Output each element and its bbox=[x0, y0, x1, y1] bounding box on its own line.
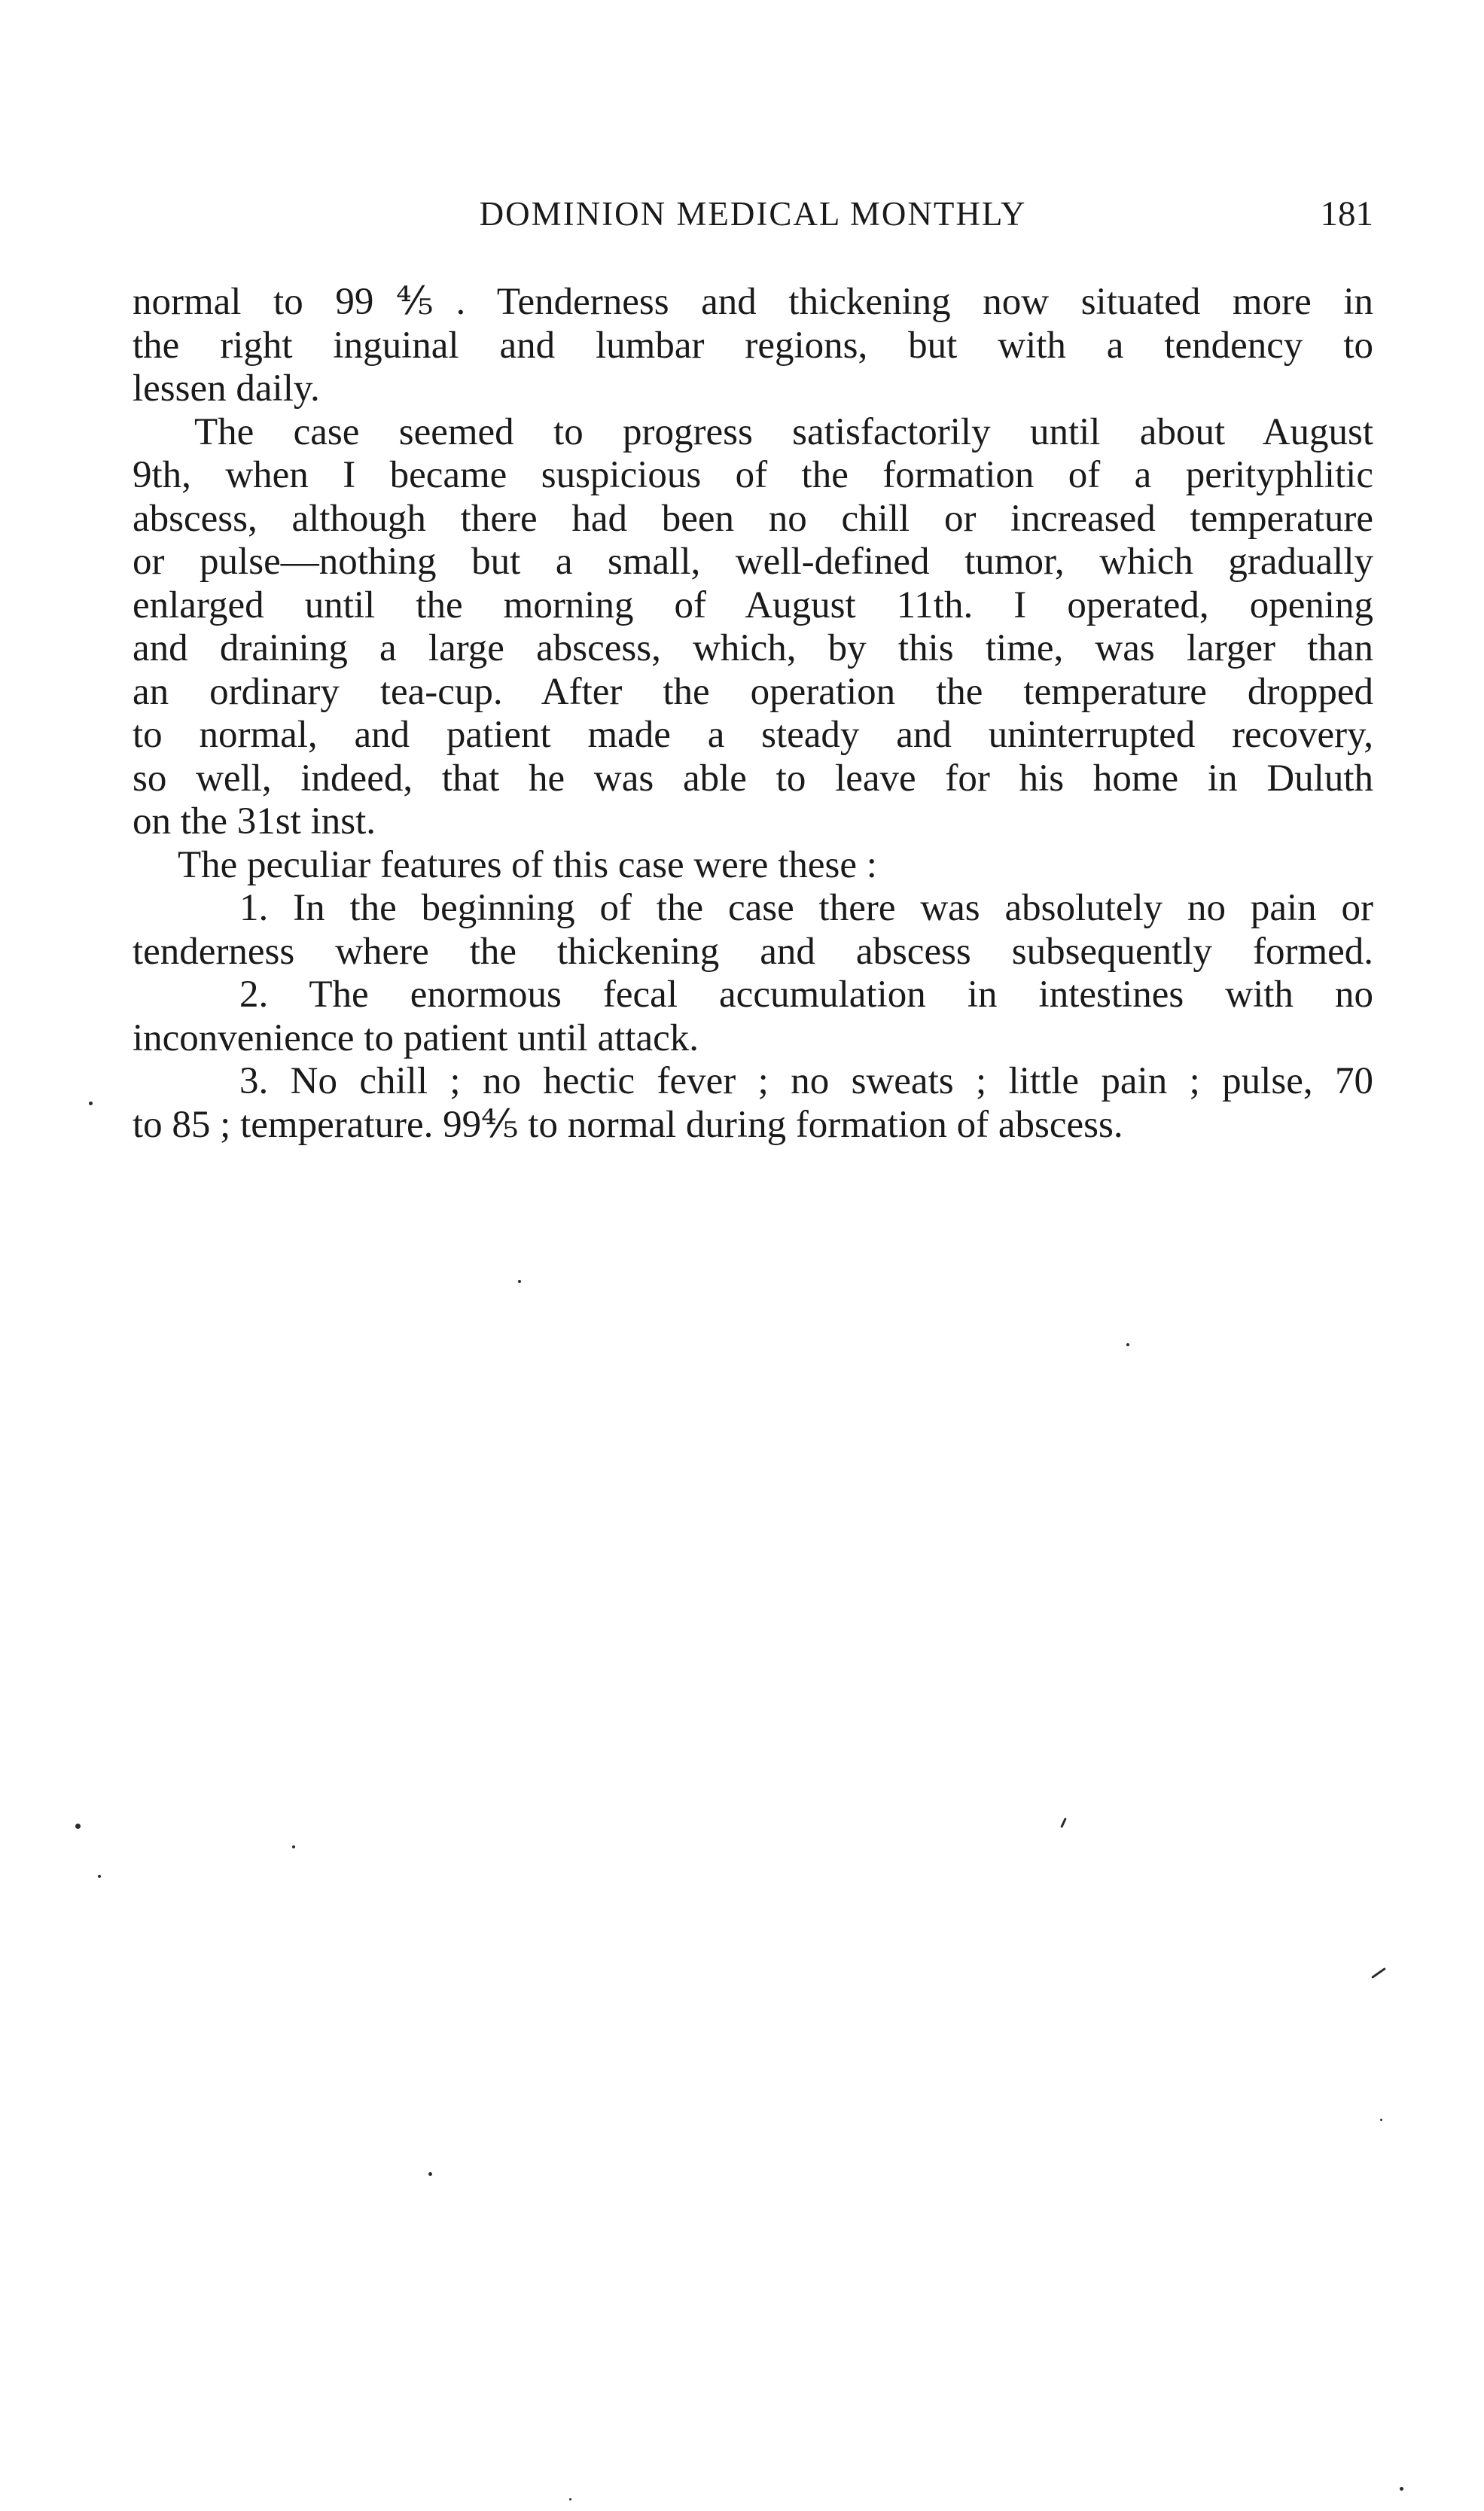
running-title: DOMINION MEDICAL MONTHLY bbox=[479, 195, 1027, 233]
page-number: 181 bbox=[1320, 194, 1373, 233]
text-line: lessen daily. bbox=[133, 367, 320, 410]
scan-speck bbox=[518, 1280, 521, 1283]
scan-speck bbox=[1371, 1967, 1386, 1979]
scan-speck bbox=[569, 2498, 571, 2500]
list-item-2 bbox=[133, 974, 1373, 1060]
text-line: abscess, although there had been no chill or increased temperature bbox=[133, 497, 1373, 540]
scan-speck bbox=[75, 1824, 81, 1829]
text-line: the right inguinal and lumbar regions, but with a tendency to bbox=[133, 324, 1373, 367]
list-item-3 bbox=[133, 1060, 1373, 1147]
text-line: 2. The enormous fecal accumulation in intestines with no bbox=[239, 974, 1373, 1016]
text-line: 1. In the beginning of the case there was absolutely no pain or bbox=[239, 887, 1373, 929]
text-line: normal to 99⅘. Tenderness and thickening now situated more in bbox=[133, 281, 1373, 323]
text-line: enlarged until the morning of August 11th. I operated, opening bbox=[133, 584, 1373, 626]
scan-speck bbox=[1126, 1343, 1129, 1346]
text-line: an ordinary tea-cup. After the operation the temperature dropped bbox=[133, 670, 1373, 713]
body-text bbox=[133, 281, 1373, 1147]
scan-speck bbox=[292, 1845, 295, 1848]
scan-speck bbox=[1380, 2119, 1382, 2121]
text-line: 9th, when I became suspicious of the formation of a perityphlitic bbox=[133, 454, 1373, 496]
text-line: The peculiar features of this case were these : bbox=[178, 843, 877, 886]
text-line: tenderness where the thickening and abscess subsequently formed. bbox=[133, 930, 1373, 973]
text-line: or pulse—nothing but a small, well-defined tumor, which gradually bbox=[133, 541, 1373, 583]
text-line: 3. No chill ; no hectic fever ; no sweats ; little pain ; pulse, 70 bbox=[239, 1060, 1373, 1102]
paragraph-case-progress bbox=[133, 411, 1373, 844]
scan-speck bbox=[428, 2172, 432, 2176]
text-line: The case seemed to progress satisfactorily until about August bbox=[194, 410, 1373, 453]
scan-speck bbox=[1060, 1818, 1067, 1828]
text-line: and draining a large abscess, which, by this time, was larger than bbox=[133, 627, 1373, 669]
text-line: on the 31st inst. bbox=[133, 800, 376, 843]
text-line: so well, indeed, that he was able to leave for his home in Duluth bbox=[133, 757, 1373, 800]
list-item-1 bbox=[133, 887, 1373, 974]
scan-speck bbox=[1400, 2487, 1403, 2491]
text-line: to 85 ; temperature. 99⅘ to normal during formation of abscess. bbox=[133, 1103, 1123, 1146]
scan-speck bbox=[98, 1875, 101, 1878]
running-head bbox=[133, 187, 1373, 241]
text-line: to normal, and patient made a steady and uninterrupted recovery, bbox=[133, 714, 1373, 756]
paragraph-continuation bbox=[133, 281, 1373, 411]
scan-speck bbox=[89, 1102, 93, 1105]
text-line: inconvenience to patient until attack. bbox=[133, 1016, 699, 1059]
paragraph-features-intro bbox=[133, 844, 1373, 888]
